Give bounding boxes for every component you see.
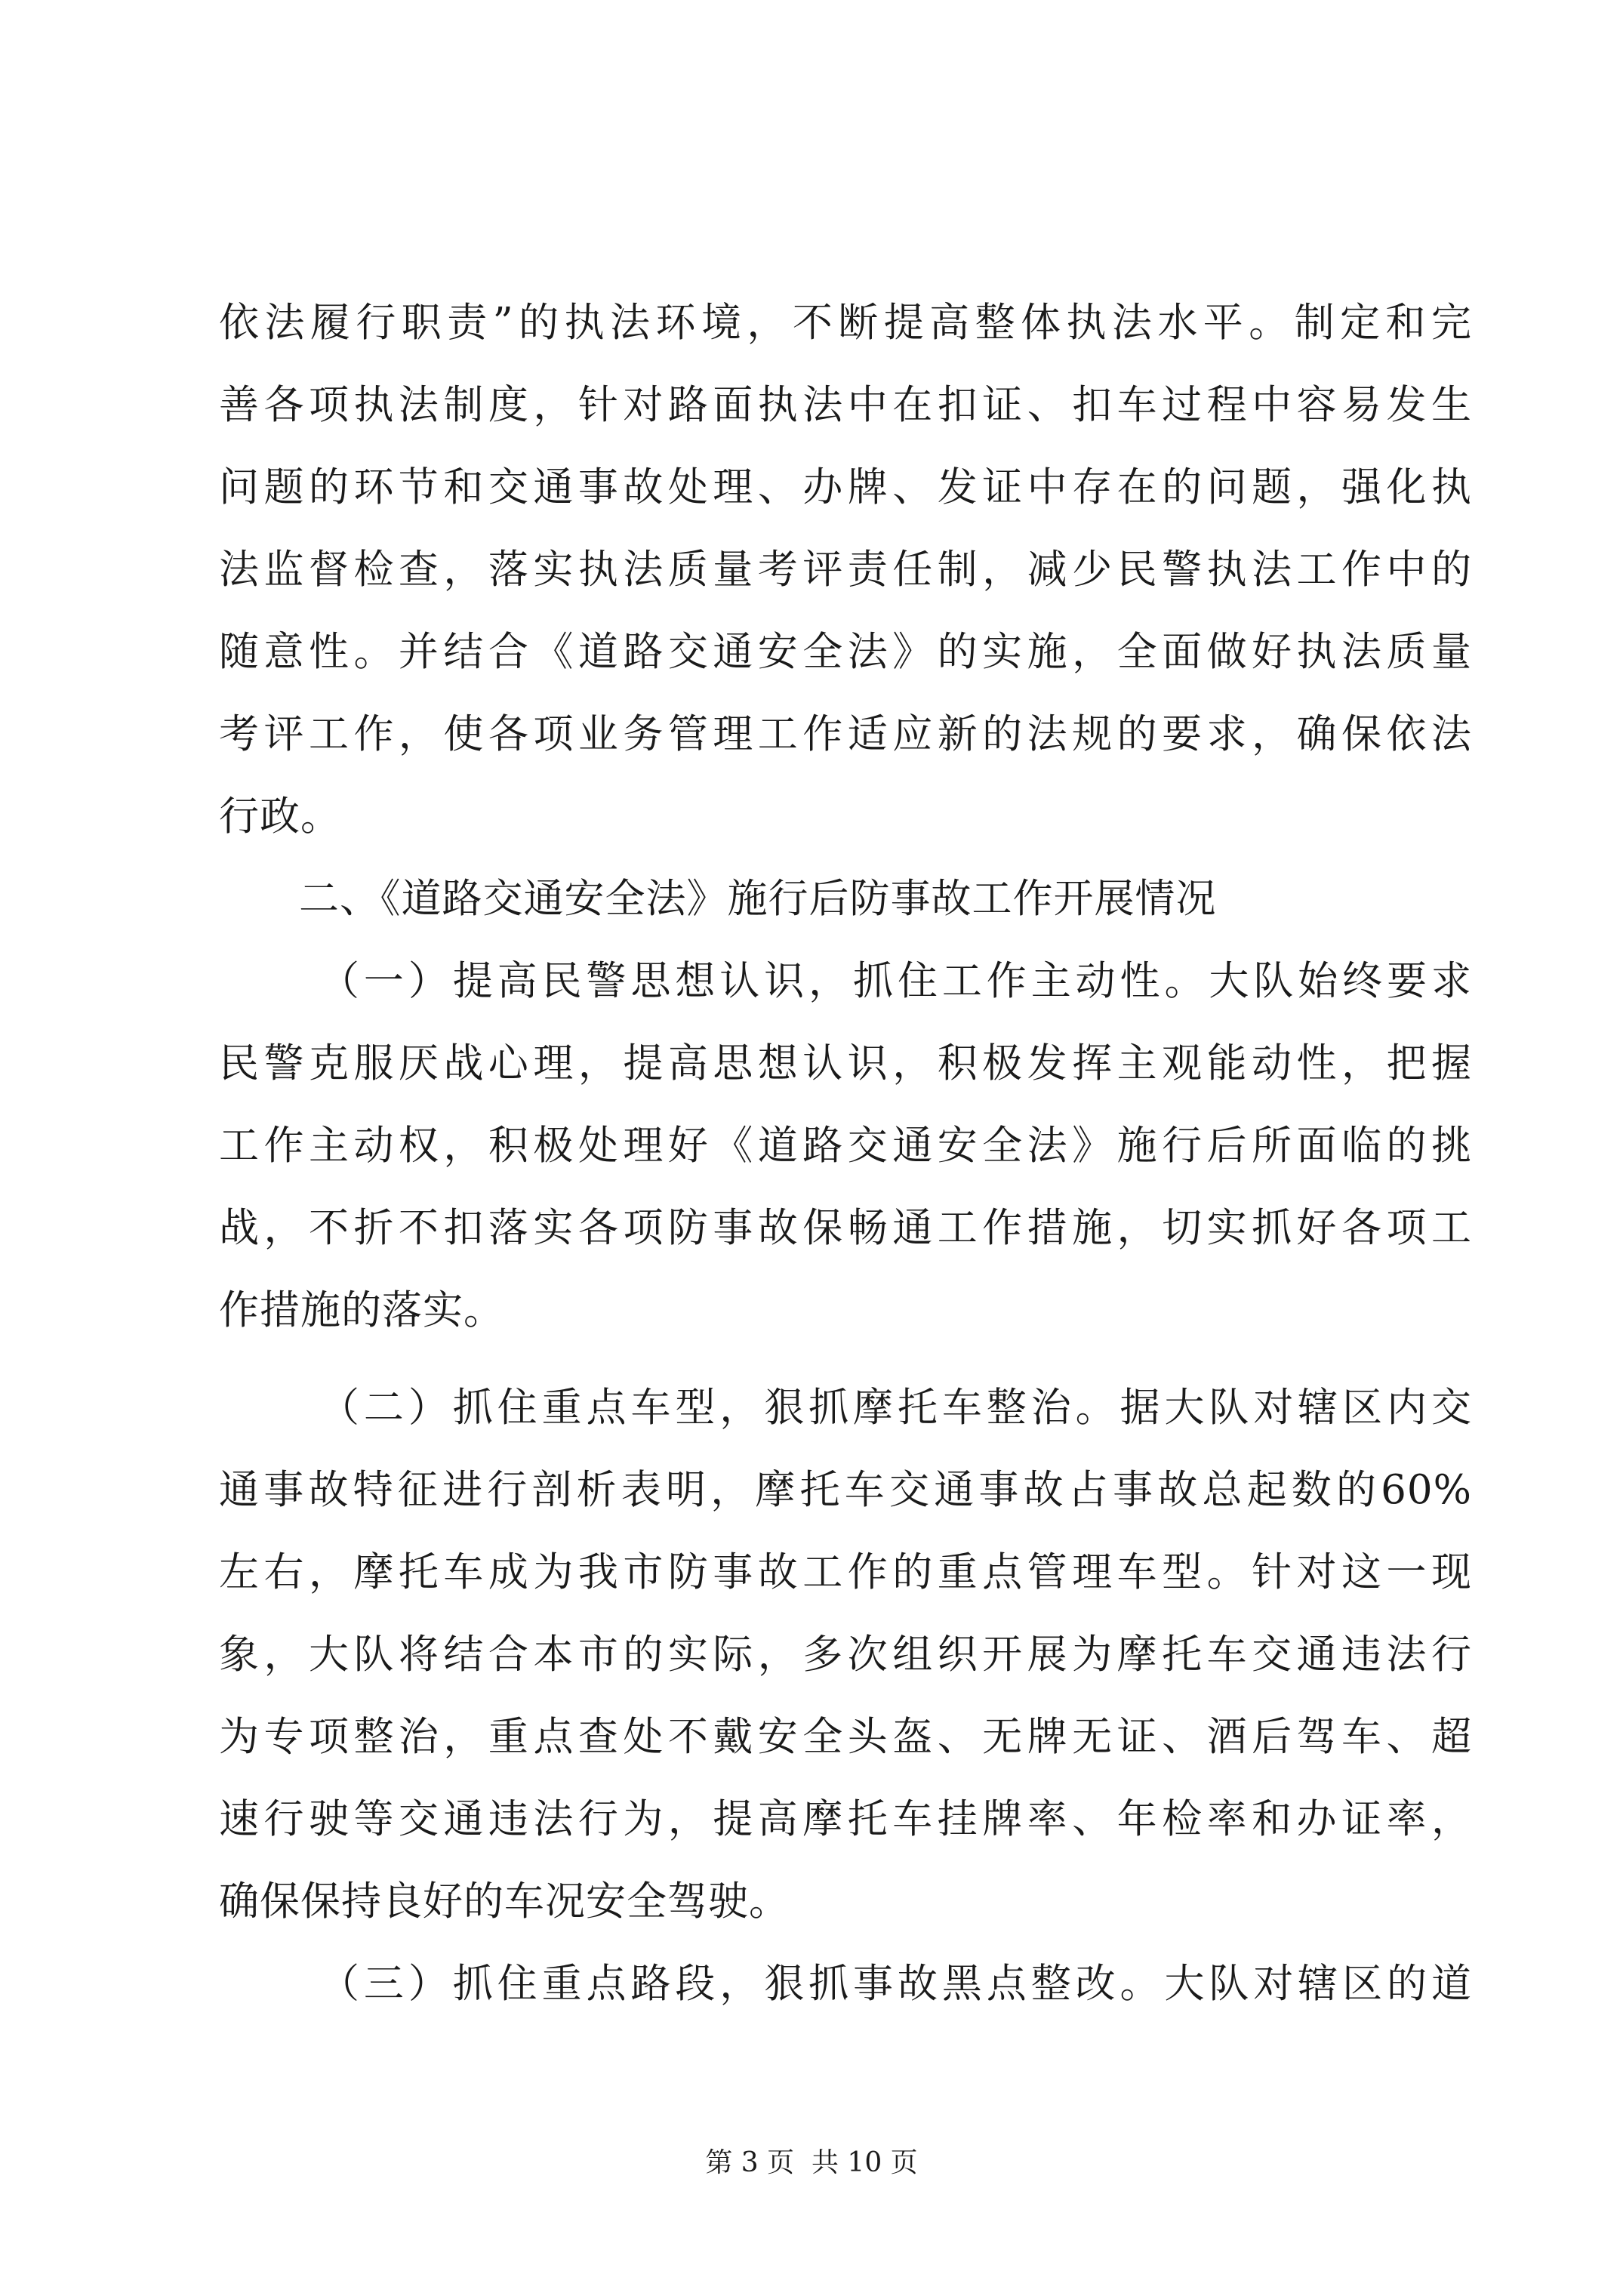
- text-line: 象，大队将结合本市的实际，多次组织开展为摩托车交通违法行: [219, 1632, 1472, 1678]
- text-line: 左右，摩托车成为我市防事故工作的重点管理车型。针对这一现: [219, 1549, 1472, 1595]
- paragraph-first-line: （一）提高民警思想认识，抓住工作主动性。大队始终要求: [319, 958, 1472, 1004]
- paragraph-first-line: （二）抓住重点车型，狠抓摩托车整治。据大队对辖区内交: [319, 1385, 1472, 1431]
- text-line: 通事故特征进行剖析表明，摩托车交通事故占事故总起数的60%: [219, 1467, 1472, 1513]
- text-line: 速行驶等交通违法行为，提高摩托车挂牌率、年检率和办证率，: [219, 1796, 1472, 1842]
- text-line: 作措施的落实。: [219, 1287, 504, 1333]
- text-line: 民警克服厌战心理，提高思想认识，积极发挥主观能动性，把握: [219, 1040, 1472, 1086]
- text-line: 法监督检查，落实执法质量考评责任制，减少民警执法工作中的: [219, 547, 1472, 593]
- text-line: 战，不折不扣落实各项防事故保畅通工作措施，切实抓好各项工: [219, 1205, 1472, 1251]
- text-line: 善各项执法制度，针对路面执法中在扣证、扣车过程中容易发生: [219, 382, 1472, 428]
- text-line: 问题的环节和交通事故处理、办牌、发证中存在的问题，强化执: [219, 464, 1472, 510]
- text-line: 确保保持良好的车况安全驾驶。: [219, 1878, 790, 1925]
- text-line: 随意性。并结合《道路交通安全法》的实施，全面做好执法质量: [219, 629, 1472, 675]
- text-line: 考评工作，使各项业务管理工作适应新的法规的要求，确保依法: [219, 711, 1472, 757]
- text-line: 行政。: [219, 794, 341, 840]
- page-footer: 第 3 页 共 10 页: [705, 2147, 918, 2178]
- text-line: 工作主动权，积极处理好《道路交通安全法》施行后所面临的挑: [219, 1123, 1472, 1169]
- section-heading: 二、《道路交通安全法》施行后防事故工作开展情况: [299, 876, 1217, 922]
- text-line: 为专项整治，重点查处不戴安全头盔、无牌无证、酒后驾车、超: [219, 1714, 1472, 1760]
- text-line: 依法履行职责”的执法环境，不断提高整体执法水平。制定和完: [219, 300, 1472, 346]
- paragraph-first-line: （三）抓住重点路段，狠抓事故黑点整改。大队对辖区的道: [319, 1961, 1472, 2007]
